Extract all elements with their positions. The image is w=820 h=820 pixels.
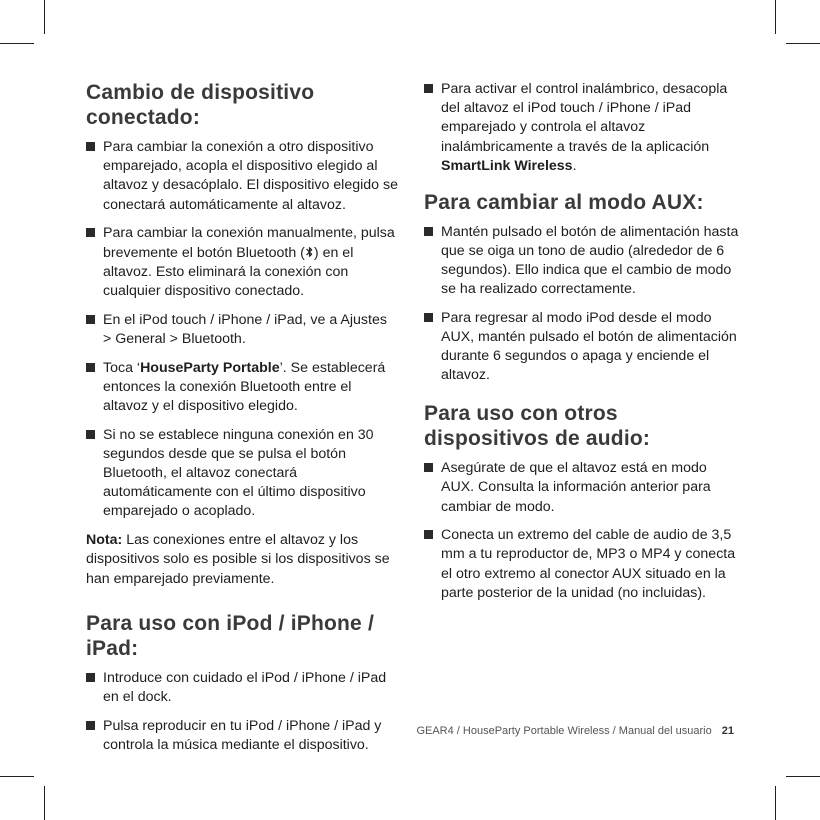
aux-mode-list <box>424 223 740 386</box>
other-devices-list <box>424 459 740 603</box>
device-name-bold: HouseParty Portable <box>140 359 280 376</box>
bullet-square-icon <box>86 315 95 324</box>
change-device-list <box>86 138 398 522</box>
crop-mark-bottom-left-h <box>0 776 34 777</box>
list-item: Introduce con cuidado el iPod / iPhone / iPad en el dock. <box>86 669 398 707</box>
list-item: Para cambiar la conexión manualmente, pulsa brevemente el botón Bluetooth ( ) en el altavoz. Esto eliminará la conexión con cualquier dispositivo conectado. <box>86 224 398 301</box>
bullet-square-icon <box>86 363 95 372</box>
note-paragraph: Nota: Las conexiones entre el altavoz y los dispositivos solo es posible si los dispositivos se han emparejado previamente. <box>86 532 390 587</box>
section-title-change-device: Cambio de dispositivo conectado: <box>86 81 315 129</box>
crop-mark-top-right-v <box>775 0 776 34</box>
list-item: En el iPod touch / iPhone / iPad, ve a Ajustes > General > Bluetooth. <box>86 311 398 349</box>
bullet-square-icon <box>86 142 95 151</box>
page-footer <box>400 725 734 737</box>
ipod-use-list <box>86 669 398 755</box>
bullet-square-icon <box>86 430 95 439</box>
footer-text: GEAR4 / HouseParty Portable Wireless / Manual del usuario <box>416 725 712 737</box>
note-label: Nota: <box>86 532 123 549</box>
list-item: Mantén pulsado el botón de alimentación hasta que se oiga un tono de audio (alrededor de 6 segundos). Ello indica que el cambio de modo se ha realizado correctamente. <box>424 223 740 300</box>
bullet-square-icon <box>86 228 95 237</box>
crop-mark-bottom-right-h <box>786 776 820 777</box>
list-item: Asegúrate de que el altavoz está en modo AUX. Consulta la información anterior para cambiar de modo. <box>424 459 740 517</box>
bluetooth-icon <box>305 246 314 258</box>
bullet-square-icon <box>424 313 433 322</box>
section-title-aux-mode: Para cambiar al modo AUX: <box>424 190 704 214</box>
crop-mark-bottom-right-v <box>775 786 776 820</box>
list-item: Toca ‘HouseParty Portable’. Se establecerá entonces la conexión Bluetooth entre el altavoz y el dispositivo elegido. <box>86 359 398 417</box>
list-item: Pulsa reproducir en tu iPod / iPhone / iPad y controla la música mediante el dispositivo. <box>86 717 398 755</box>
page-number: 21 <box>721 725 734 737</box>
ipod-use-list-continued <box>424 80 740 176</box>
list-item: Para regresar al modo iPod desde el modo AUX, mantén pulsado el botón de alimentación durante 6 segundos o apaga y enciende el altavoz. <box>424 309 740 386</box>
bullet-square-icon <box>424 84 433 93</box>
list-item: Conecta un extremo del cable de audio de 3,5 mm a tu reproductor de, MP3 o MP4 y conecta el otro extremo al conector AUX situado en la parte posterior de la unidad (no incluidas). <box>424 526 740 603</box>
list-item: Si no se establece ninguna conexión en 30 segundos desde que se pulsa el botón Bluetooth, el altavoz conectará automáticamente con el último dispositivo emparejado o acoplado. <box>86 426 398 522</box>
left-column <box>86 80 398 765</box>
right-column <box>424 80 740 613</box>
crop-mark-top-right-h <box>786 43 820 44</box>
bullet-square-icon <box>424 463 433 472</box>
bullet-square-icon <box>86 673 95 682</box>
crop-mark-top-left-h <box>0 43 34 44</box>
crop-mark-top-left-v <box>44 0 45 34</box>
list-item: Para activar el control inalámbrico, desacopla del altavoz el iPod touch / iPhone / iPad emparejado y controla el altavoz inalámbricamente a través de la aplicación SmartLink Wireless. <box>424 80 740 176</box>
section-title-other-devices: Para uso con otros dispositivos de audio: <box>424 402 651 451</box>
crop-mark-bottom-left-v <box>44 786 45 820</box>
bullet-square-icon <box>424 227 433 236</box>
section-title-ipod-use: Para uso con iPod / iPhone / iPad: <box>86 611 374 660</box>
bullet-square-icon <box>86 721 95 730</box>
app-name-bold: SmartLink Wireless <box>441 157 573 174</box>
bullet-square-icon <box>424 530 433 539</box>
list-item: Para cambiar la conexión a otro dispositivo emparejado, acopla el dispositivo elegido al altavoz y desacóplalo. El dispositivo elegido se conectará automáticamente al altavoz. <box>86 138 398 215</box>
